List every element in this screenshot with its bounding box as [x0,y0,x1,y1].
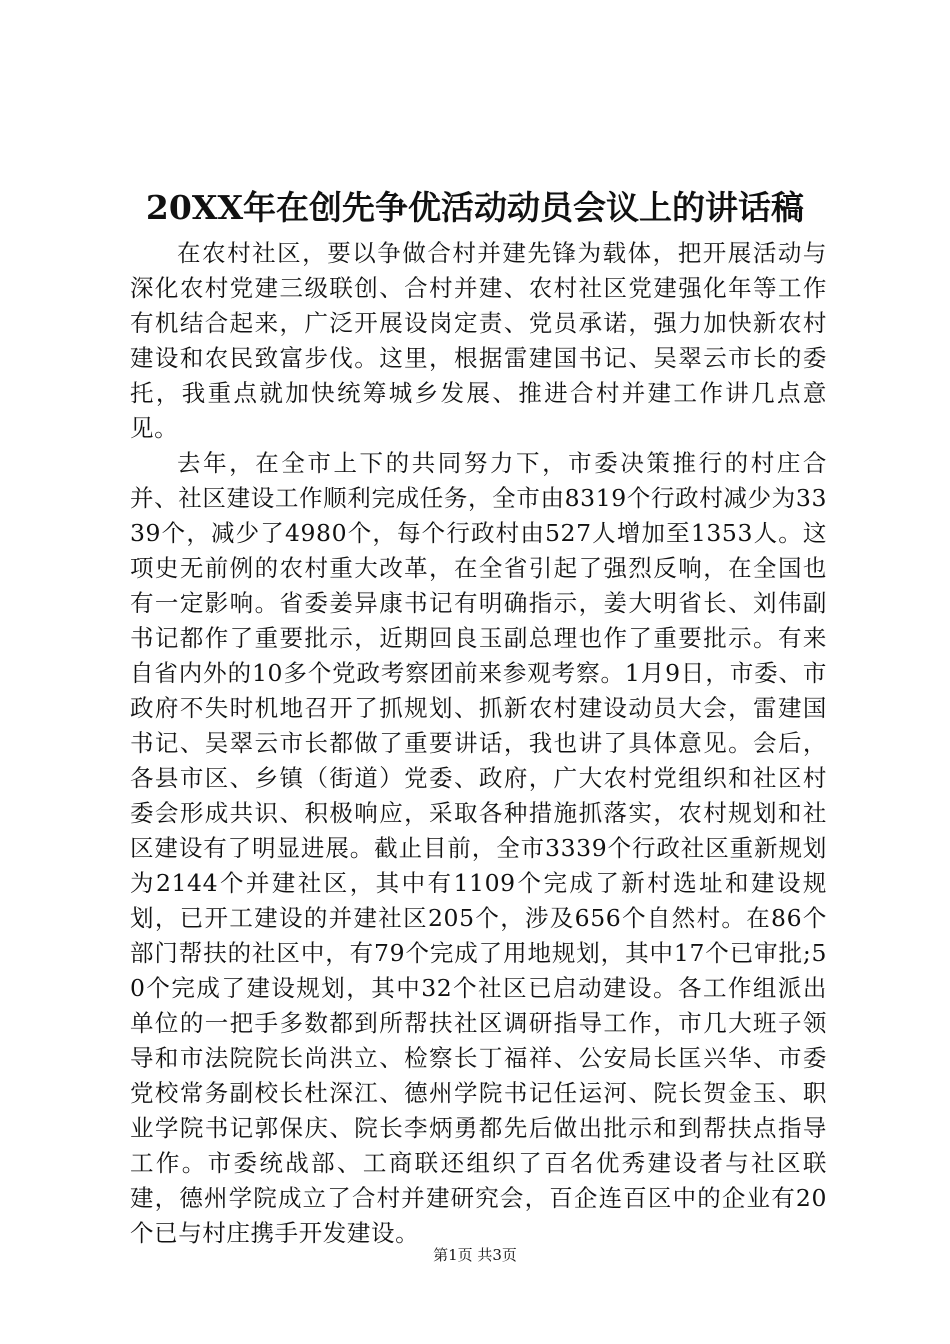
document-body [130,236,827,1251]
paragraph-1: 在农村社区，要以争做合村并建先锋为载体，把开展活动与深化农村党建三级联创、合村并建、农村社区党建强化年等工作有机结合起来，广泛开展设岗定责、党员承诺，强力加快新农村建设和农民致富步伐。这里，根据雷建国书记、吴翠云市长的委托，我重点就加快统筹城乡发展、推进合村并建工作讲几点意见。 [130,239,827,442]
document-title: 20XX年在创先争优活动动员会议上的讲话稿 [145,188,805,227]
page-number-footer: 第1页 共3页 [433,1246,517,1264]
paragraph-2: 去年，在全市上下的共同努力下，市委决策推行的村庄合并、社区建设工作顺利完成任务，全市由8319个行政村减少为3339个，减少了4980个，每个行政村由527人增加至1353人。这项史无前例的农村重大改革，在全省引起了强烈反响，在全国也有一定影响。省委姜异康书记有明确指示，姜大明省长、刘伟副书记都作了重要批示，近期回良玉副总理也作了重要批示。有来自省内外的10多个党政考察团前来参观考察。1月9日，市委、市政府不失时机地召开了抓规划、抓新农村建设动员大会，雷建国书记、吴翠云市长都做了重要讲话，我也讲了具体意见。会后，各县市区、乡镇（街道）党委、政府，广大农村党组织和社区村委会形成共识、积极响应，采取各种措施抓落实，农村规划和社区建设有了明显进展。截止目前，全市3339个行政社区重新规划为2144个并建社区，其中有1109个完成了新村选址和建设规划，已开工建设的并建社区205个，涉及656个自然村。在86个部门帮扶的社区中，有79个完成了用地规划，其中17个已审批;50个完成了建设规划，其中32个社区已启动建设。各工作组派出单位的一把手多数都到所帮扶社区调研指导工作，市几大班子领导和市法院院长尚洪立、检察长丁福祥、公安局长匡兴华、市委党校常务副校长杜深江、德州学院书记任运河、院长贺金玉、职业学院书记郭保庆、院长李炳勇都先后做出批示和到帮扶点指导工作。市委统战部、工商联还组织了百名优秀建设者与社区联建，德州学院成立了合村并建研究会，百企连百区中的企业有20个已与村庄携手开发建设。 [130,449,827,1247]
